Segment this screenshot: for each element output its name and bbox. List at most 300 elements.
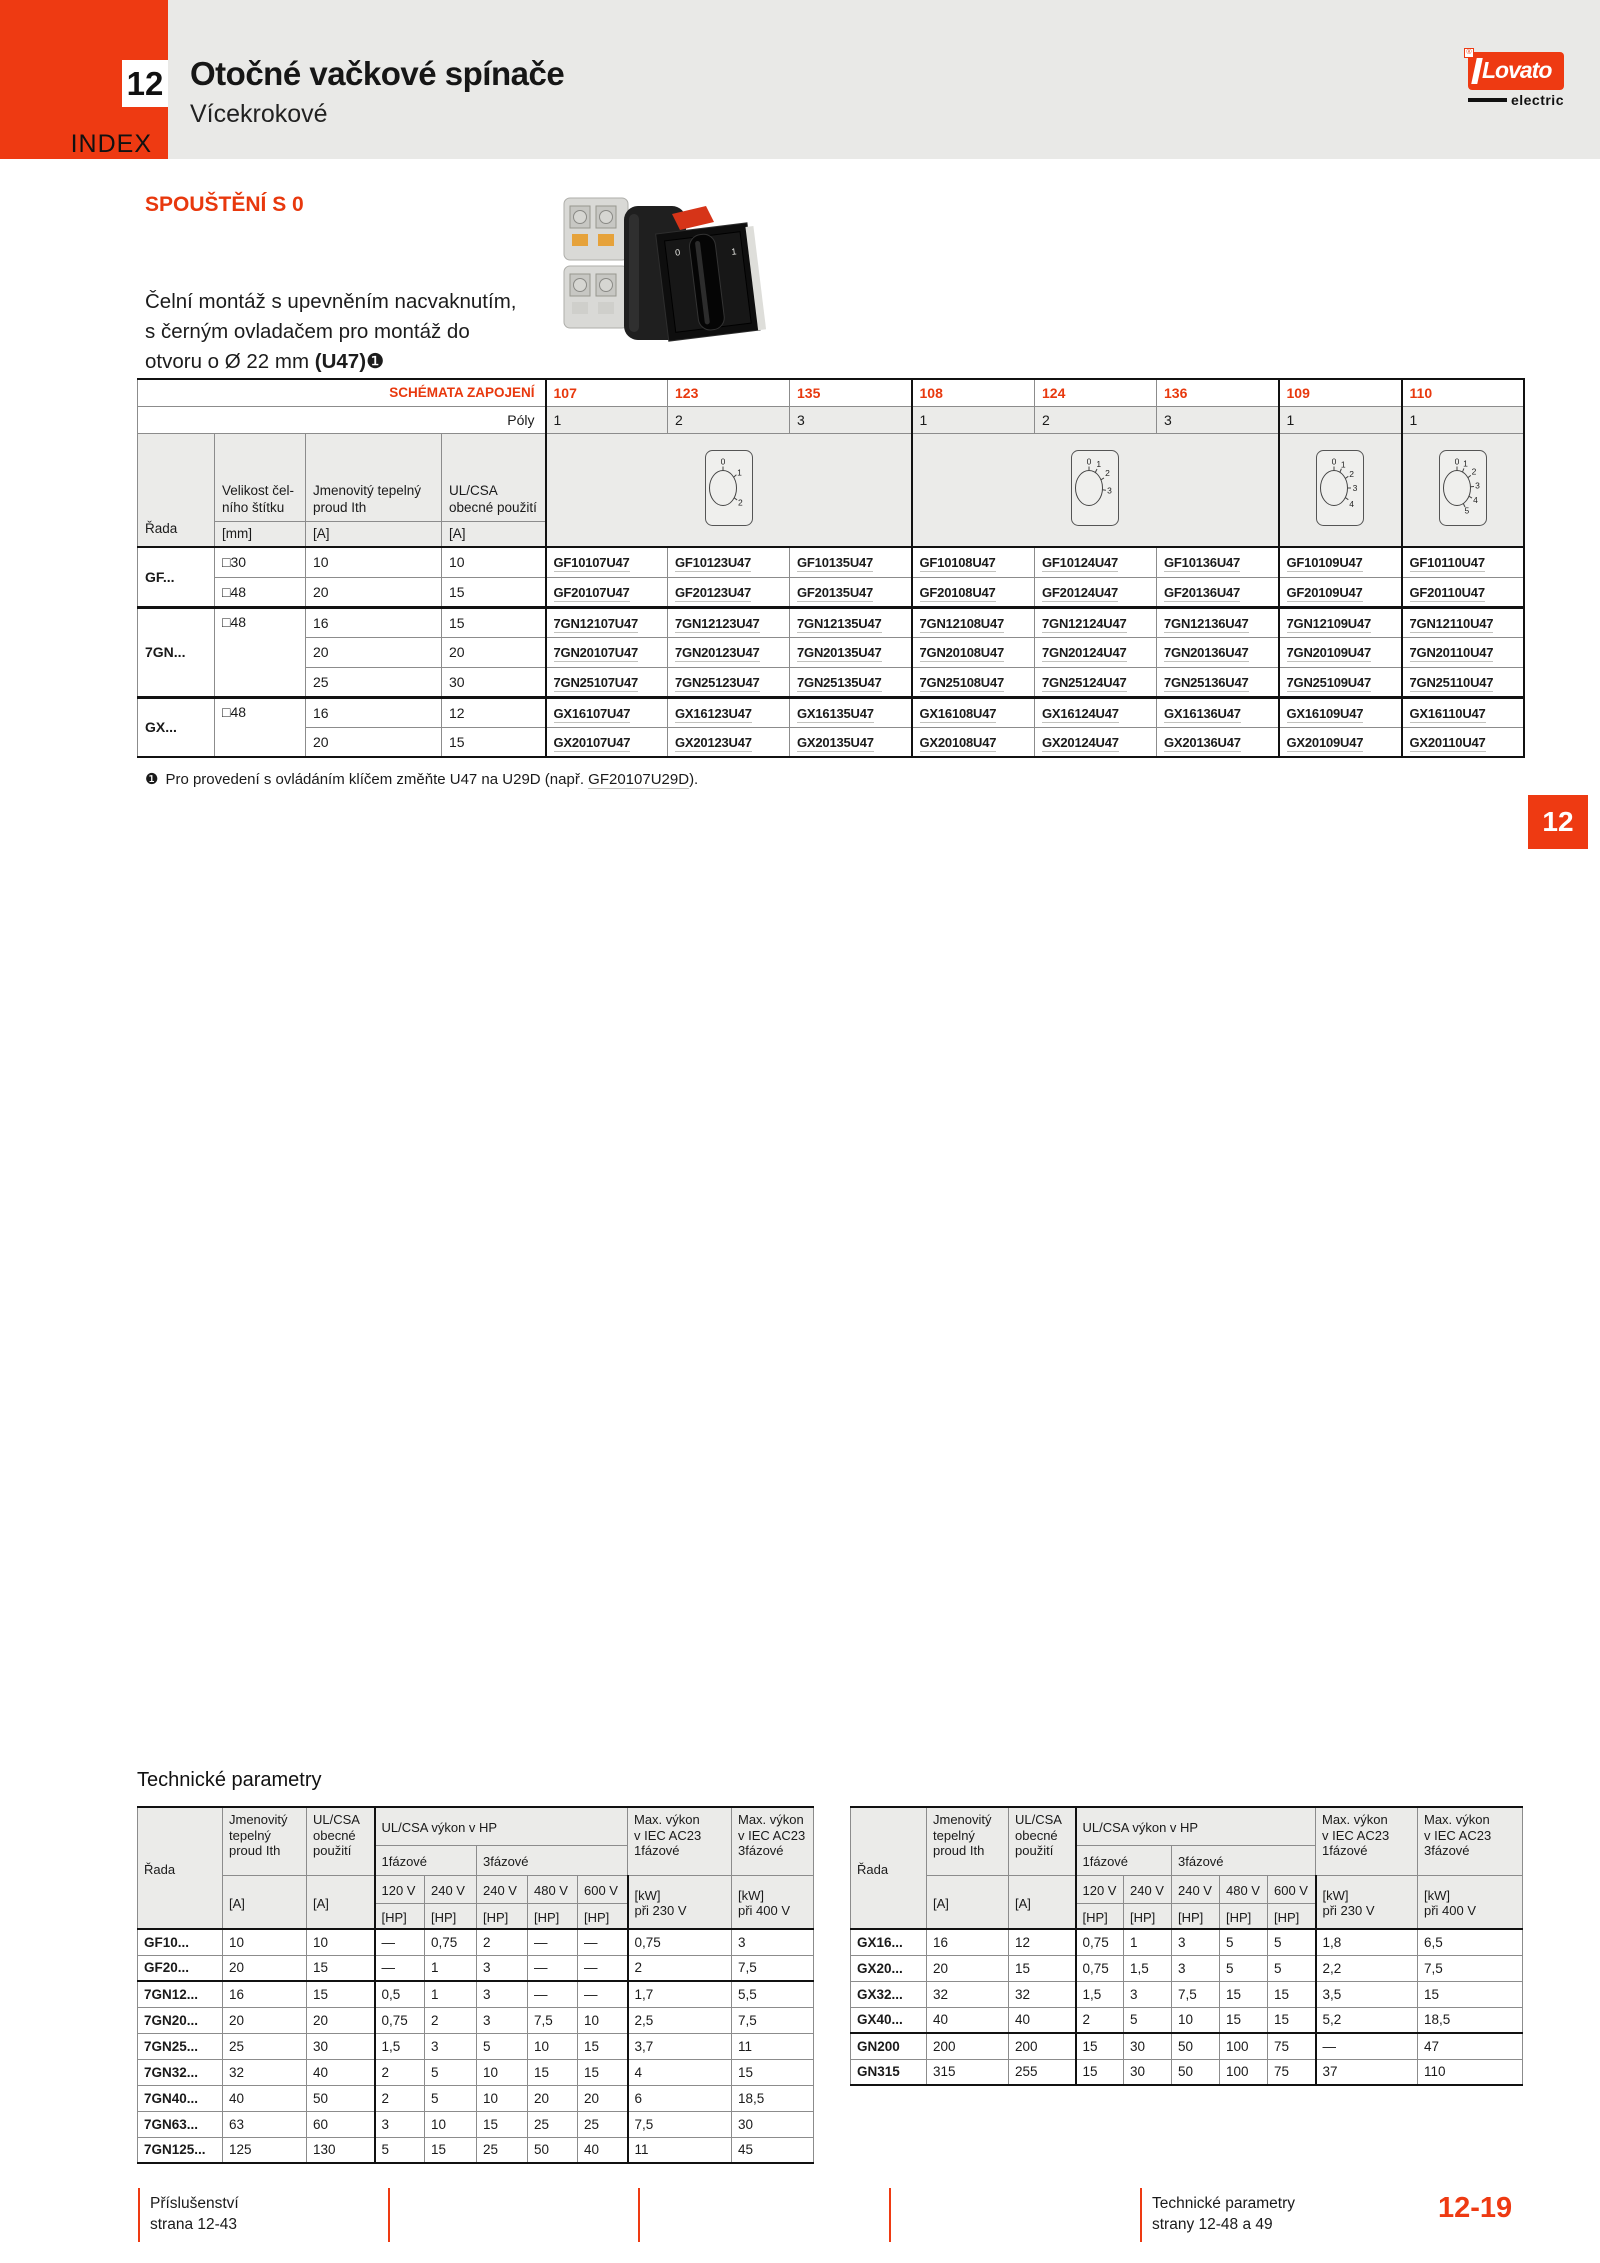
value-cell: 1 (425, 1955, 477, 1981)
value-cell: 63 (223, 2111, 307, 2137)
header-line: UL/CSA (449, 482, 498, 498)
part-number-link[interactable]: 7GN12124U47 (1042, 615, 1127, 631)
part-number-link[interactable]: GX16109U47 (1286, 705, 1364, 721)
series-label: 7GN32... (138, 2059, 223, 2085)
unit-hp: [HP] (528, 1903, 578, 1929)
part-cell (1157, 667, 1279, 697)
description-line-3 (145, 347, 516, 377)
part-cell (1035, 727, 1157, 757)
value-cell: 15 (528, 2059, 578, 2085)
current-cell: 16 (306, 607, 442, 637)
col-header-thermal-current (306, 433, 442, 521)
part-number-link[interactable]: GX16124U47 (1042, 705, 1119, 721)
value-cell: 5 (1268, 1929, 1316, 1955)
part-number-link[interactable]: 7GN12108U47 (919, 615, 1005, 631)
part-cell (668, 667, 790, 697)
part-number-link[interactable]: 7GN25107U47 (553, 674, 639, 690)
current-cell: 20 (306, 727, 442, 757)
svg-text:5: 5 (1464, 505, 1469, 516)
part-number-link[interactable]: 7GN20109U47 (1286, 645, 1372, 660)
part-number-link[interactable]: 7GN20108U47 (919, 645, 1005, 660)
part-number-link[interactable]: GF10136U47 (1164, 555, 1241, 571)
value-cell: 1,5 (1076, 1981, 1124, 2007)
part-cell (546, 547, 668, 577)
header-line: ního štítku (222, 499, 285, 515)
part-cell (1279, 667, 1402, 697)
part-cell (790, 637, 912, 667)
value-cell: 15 (1418, 1981, 1523, 2007)
part-number-link[interactable]: 7GN20107U47 (553, 645, 639, 660)
series-label: GX20... (851, 1955, 927, 1981)
part-number-link[interactable]: 7GN12109U47 (1286, 615, 1372, 631)
part-number-link[interactable]: 7GN12123U47 (675, 615, 760, 631)
value-cell: 2,5 (628, 2007, 732, 2033)
selection-table (137, 378, 1525, 758)
value-cell: 50 (1172, 2033, 1220, 2059)
ulcsa-cell: 12 (442, 697, 546, 727)
plate-size-cell: □30 (215, 547, 306, 577)
header-line: proud Ith (313, 499, 367, 515)
col-header-hp-group: UL/CSA výkon v HP (1076, 1807, 1316, 1845)
value-cell: 15 (307, 1955, 375, 1981)
value-cell: 7,5 (1172, 1981, 1220, 2007)
part-number-link[interactable]: 7GN25108U47 (919, 674, 1005, 690)
part-number-link[interactable]: 7GN12110U47 (1409, 615, 1494, 631)
part-cell (668, 637, 790, 667)
value-cell: 5 (1124, 2007, 1172, 2033)
value-cell: 15 (425, 2137, 477, 2163)
value-cell: 75 (1268, 2033, 1316, 2059)
part-cell (1402, 547, 1524, 577)
part-cell (1279, 607, 1402, 637)
value-cell: 5 (425, 2059, 477, 2085)
description-line-3-text: otvoru o Ø 22 mm (145, 350, 315, 373)
part-cell (790, 577, 912, 607)
svg-text:1: 1 (736, 467, 742, 478)
footnote-marker-icon: ❶ (145, 771, 159, 788)
poles-value: 3 (1157, 406, 1279, 433)
part-cell (546, 637, 668, 667)
current-cell: 25 (306, 667, 442, 697)
plate-size-cell: □48 (215, 607, 306, 697)
schema-number: 136 (1157, 379, 1279, 406)
value-cell: 10 (528, 2033, 578, 2059)
product-photo (556, 178, 771, 370)
part-cell (912, 607, 1035, 637)
part-cell (790, 667, 912, 697)
value-cell: 11 (732, 2033, 814, 2059)
value-cell: 10 (425, 2111, 477, 2137)
header-line: obecné použití (449, 499, 537, 515)
part-number-link[interactable]: GX20136U47 (1164, 734, 1241, 750)
col-header-1phase: 1fázové (375, 1845, 477, 1875)
part-number-link[interactable]: GF20110U47 (1409, 584, 1485, 600)
footer-divider (388, 2188, 390, 2242)
value-cell: 60 (307, 2111, 375, 2137)
svg-text:2: 2 (1471, 466, 1476, 477)
part-number-link[interactable]: GX20108U47 (919, 734, 997, 750)
schema-number: 110 (1402, 379, 1524, 406)
part-cell (1279, 697, 1402, 727)
series-label: GX16... (851, 1929, 927, 1955)
schema-number: 107 (546, 379, 668, 406)
value-cell: 2 (628, 1955, 732, 1981)
part-number-link[interactable]: GF20135U47 (797, 584, 874, 600)
voltage-header: 120 V (375, 1875, 425, 1903)
value-cell: 15 (578, 2033, 628, 2059)
part-number-link[interactable]: GX16136U47 (1164, 705, 1241, 721)
value-cell: 200 (927, 2033, 1009, 2059)
value-cell: 15 (1076, 2059, 1124, 2085)
voltage-header: 600 V (578, 1875, 628, 1903)
value-cell: 75 (1268, 2059, 1316, 2085)
value-cell: 1 (1124, 1929, 1172, 1955)
value-cell: 10 (578, 2007, 628, 2033)
value-cell: 6,5 (1418, 1929, 1523, 1955)
part-cell (668, 577, 790, 607)
part-cell (1157, 637, 1279, 667)
mount-code: (U47) (314, 350, 367, 373)
unit-a: [A] (927, 1875, 1009, 1929)
unit-a: [A] (307, 1875, 375, 1929)
schema-number: 123 (668, 379, 790, 406)
footnote (145, 770, 698, 788)
value-cell: 15 (1009, 1955, 1076, 1981)
svg-text:1: 1 (730, 246, 737, 257)
part-cell (1035, 607, 1157, 637)
col-header-ulcsa: UL/CSA obecné použití (307, 1807, 375, 1875)
poles-value: 1 (912, 406, 1035, 433)
value-cell: 3 (1124, 1981, 1172, 2007)
part-number-link[interactable]: GX16123U47 (675, 705, 752, 721)
position-diagram-5pos (1279, 433, 1402, 547)
part-cell (1279, 547, 1402, 577)
value-cell: 18,5 (1418, 2007, 1523, 2033)
footnote-text: Pro provedení s ovládáním klíčem změňte U47 na U29D (např. (165, 771, 589, 788)
part-number-link[interactable]: GF20109U47 (1286, 584, 1363, 600)
part-number-link[interactable]: GF20107U47 (553, 584, 630, 600)
value-cell: 110 (1418, 2059, 1523, 2085)
value-cell: 7,5 (528, 2007, 578, 2033)
value-cell: 3 (732, 1929, 814, 1955)
svg-text:2: 2 (1349, 469, 1354, 480)
col-header-series: Řada (138, 433, 215, 547)
part-cell (912, 547, 1035, 577)
part-number-link[interactable]: GX16110U47 (1409, 705, 1486, 721)
value-cell: 15 (1220, 2007, 1268, 2033)
col-header-series: Řada (851, 1807, 927, 1929)
part-number-link[interactable]: 7GN25109U47 (1286, 674, 1372, 690)
page-subtitle: Vícekrokové (190, 100, 328, 128)
position-diagram-4pos (912, 433, 1279, 547)
col-header-hp-group: UL/CSA výkon v HP (375, 1807, 628, 1845)
value-cell: 0,5 (375, 1981, 425, 2007)
unit-hp: [HP] (375, 1903, 425, 1929)
value-cell: 100 (1220, 2059, 1268, 2085)
part-number-link[interactable]: 7GN20136U47 (1164, 645, 1249, 660)
value-cell: 15 (477, 2111, 528, 2137)
value-cell: 40 (927, 2007, 1009, 2033)
unit-hp: [HP] (477, 1903, 528, 1929)
value-cell: — (578, 1929, 628, 1955)
part-cell (668, 727, 790, 757)
value-cell: — (375, 1955, 425, 1981)
value-cell: 3,7 (628, 2033, 732, 2059)
svg-text:4: 4 (1472, 495, 1478, 506)
part-cell (546, 667, 668, 697)
value-cell: 40 (578, 2137, 628, 2163)
value-cell: 315 (927, 2059, 1009, 2085)
value-cell: 7,5 (732, 1955, 814, 1981)
part-number-link[interactable]: 7GN12136U47 (1164, 615, 1249, 631)
value-cell: 30 (307, 2033, 375, 2059)
footer-techparams (1152, 2193, 1295, 2235)
part-number-link[interactable]: GX16108U47 (919, 705, 997, 721)
value-cell: — (1316, 2033, 1418, 2059)
voltage-header: 480 V (528, 1875, 578, 1903)
part-number-link[interactable]: GF10110U47 (1409, 555, 1485, 571)
footer-divider (638, 2188, 640, 2242)
value-cell: 50 (307, 2085, 375, 2111)
part-number-link[interactable]: GF10107U47 (553, 555, 630, 571)
voltage-header: 240 V (425, 1875, 477, 1903)
footer-techparams-line1: Technické parametry (1152, 2195, 1296, 2212)
value-cell: 16 (223, 1981, 307, 2007)
value-cell: 0,75 (425, 1929, 477, 1955)
poles-label: Póly (138, 406, 546, 433)
value-cell: 15 (1268, 2007, 1316, 2033)
part-cell (912, 697, 1035, 727)
footer-accessories-line2[interactable]: strana 12-43 (150, 2216, 238, 2233)
series-label: GX... (138, 697, 215, 757)
value-cell: 5 (1268, 1955, 1316, 1981)
series-label: GF10... (138, 1929, 223, 1955)
value-cell: 0,75 (375, 2007, 425, 2033)
footer-accessories-line1: Příslušenství (150, 2195, 239, 2212)
svg-text:1: 1 (1462, 458, 1468, 469)
part-number-link[interactable]: GX20124U47 (1042, 734, 1119, 750)
part-cell (790, 607, 912, 637)
series-label: 7GN20... (138, 2007, 223, 2033)
col-header-3phase: 3fázové (477, 1845, 628, 1875)
svg-text:3: 3 (1474, 480, 1480, 491)
voltage-header: 480 V (1220, 1875, 1268, 1903)
svg-text:0: 0 (1086, 456, 1092, 467)
part-cell (1157, 697, 1279, 727)
logo-brand-text: Lovato (1482, 57, 1552, 83)
col-header-thermal-current: Jmenovitý tepelný proud Ith (223, 1807, 307, 1875)
logo-underline-bar (1468, 98, 1507, 102)
value-cell: 15 (1076, 2033, 1124, 2059)
series-label: GN200 (851, 2033, 927, 2059)
value-cell: 1 (425, 1981, 477, 2007)
value-cell: 45 (732, 2137, 814, 2163)
part-number-link[interactable]: GF10108U47 (919, 555, 996, 571)
value-cell: 47 (1418, 2033, 1523, 2059)
value-cell: 40 (223, 2085, 307, 2111)
part-number-link[interactable]: GX20107U47 (553, 734, 631, 750)
value-cell: 30 (1124, 2059, 1172, 2085)
part-number-link[interactable]: GF10124U47 (1042, 555, 1119, 571)
value-cell: 25 (223, 2033, 307, 2059)
col-header-max-3ph: Max. výkon v IEC AC23 3fázové (1418, 1807, 1523, 1875)
part-cell (668, 697, 790, 727)
part-cell (668, 607, 790, 637)
value-cell: 5 (375, 2137, 425, 2163)
poles-value: 1 (1279, 406, 1402, 433)
value-cell: 125 (223, 2137, 307, 2163)
part-number-link[interactable]: 7GN20110U47 (1409, 645, 1494, 660)
current-cell: 20 (306, 637, 442, 667)
registered-mark-icon: ® (1464, 48, 1474, 58)
tech-params-title: Technické parametry (137, 1769, 322, 1791)
value-cell: 25 (578, 2111, 628, 2137)
value-cell: 100 (1220, 2033, 1268, 2059)
schema-number: 135 (790, 379, 912, 406)
voltage-header: 600 V (1268, 1875, 1316, 1903)
part-number-link[interactable]: GX20135U47 (797, 734, 874, 750)
ulcsa-cell: 15 (442, 607, 546, 637)
series-label: 7GN63... (138, 2111, 223, 2137)
svg-text:0: 0 (1331, 456, 1337, 467)
value-cell: — (578, 1981, 628, 2007)
part-number-link[interactable]: GX20123U47 (675, 734, 752, 750)
value-cell: 5 (477, 2033, 528, 2059)
part-cell (790, 697, 912, 727)
value-cell: 2 (375, 2059, 425, 2085)
position-diagram-3pos (546, 433, 912, 547)
part-number-link[interactable]: 7GN12135U47 (797, 615, 882, 631)
part-number-link[interactable]: 7GN20124U47 (1042, 645, 1127, 660)
logo-sub-text: electric (1510, 92, 1564, 108)
series-label: GF... (138, 547, 215, 607)
unit-a: [A] (442, 521, 546, 547)
value-cell: 25 (477, 2137, 528, 2163)
part-number-link[interactable]: GF20123U47 (675, 584, 752, 600)
section-heading: SPOUŠTĚNÍ S 0 (145, 193, 304, 216)
schema-number: 124 (1035, 379, 1157, 406)
value-cell: 1,8 (1316, 1929, 1418, 1955)
part-number-link[interactable]: GX20109U47 (1286, 734, 1364, 750)
part-cell (912, 727, 1035, 757)
part-cell (1157, 727, 1279, 757)
svg-text:1: 1 (1340, 459, 1346, 470)
schemata-label: SCHÉMATA ZAPOJENÍ (138, 379, 546, 406)
page-number: 12-19 (1438, 2192, 1513, 2224)
value-cell: 15 (1268, 1981, 1316, 2007)
part-cell (790, 547, 912, 577)
part-number-link[interactable]: 7GN25135U47 (797, 674, 882, 690)
part-number-link[interactable]: 7GN25123U47 (675, 674, 760, 690)
voltage-header: 240 V (1172, 1875, 1220, 1903)
unit-kw-400: [kW] při 400 V (732, 1875, 814, 1929)
part-cell (1035, 667, 1157, 697)
value-cell: 3 (375, 2111, 425, 2137)
svg-text:0: 0 (674, 247, 681, 258)
value-cell: 5 (1220, 1929, 1268, 1955)
value-cell: 32 (927, 1981, 1009, 2007)
part-number-link[interactable]: 7GN25136U47 (1164, 674, 1249, 690)
tech-params-table-right (850, 1806, 1523, 2086)
poles-value: 2 (1035, 406, 1157, 433)
part-cell (790, 727, 912, 757)
part-number-link[interactable]: GF10135U47 (797, 555, 874, 571)
footer-divider (889, 2188, 891, 2242)
index-label[interactable]: INDEX (70, 130, 152, 158)
plate-size-cell: □48 (215, 577, 306, 607)
value-cell: 12 (1009, 1929, 1076, 1955)
unit-mm: [mm] (215, 521, 306, 547)
value-cell: 15 (578, 2059, 628, 2085)
col-header-plate-size (215, 433, 306, 521)
value-cell: 11 (628, 2137, 732, 2163)
description-line-1: Čelní montáž s upevněním nacvaknutím, (145, 290, 517, 313)
col-header-max-1ph: Max. výkon v IEC AC23 1fázové (628, 1807, 732, 1875)
poles-value: 2 (668, 406, 790, 433)
part-cell (546, 697, 668, 727)
part-number-link[interactable]: GX16135U47 (797, 705, 874, 721)
part-cell (1279, 637, 1402, 667)
series-label: GN315 (851, 2059, 927, 2085)
part-number-link[interactable]: 7GN25110U47 (1409, 674, 1494, 690)
value-cell: 32 (223, 2059, 307, 2085)
part-cell (546, 607, 668, 637)
svg-text:2: 2 (737, 497, 743, 508)
value-cell: 2 (375, 2085, 425, 2111)
value-cell: 20 (223, 1955, 307, 1981)
series-label: 7GN25... (138, 2033, 223, 2059)
header-line: Velikost čel- (222, 482, 295, 498)
footer-techparams-line2[interactable]: strany 12-48 a 49 (1152, 2216, 1273, 2233)
part-number-link[interactable]: 7GN20123U47 (675, 645, 760, 660)
part-cell (1279, 727, 1402, 757)
footnote-part-link[interactable]: GF20107U29D (588, 771, 690, 788)
svg-text:3: 3 (1352, 483, 1358, 494)
part-number-link[interactable]: GX16107U47 (553, 705, 631, 721)
svg-text:4: 4 (1349, 499, 1354, 510)
part-cell (1402, 607, 1524, 637)
unit-hp: [HP] (1268, 1903, 1316, 1929)
ulcsa-cell: 20 (442, 637, 546, 667)
part-number-link[interactable]: GX20110U47 (1409, 734, 1486, 750)
series-label: 7GN12... (138, 1981, 223, 2007)
part-cell (1157, 547, 1279, 577)
value-cell: 3 (425, 2033, 477, 2059)
part-number-link[interactable]: 7GN20135U47 (797, 645, 882, 660)
poles-value: 1 (546, 406, 668, 433)
value-cell: 2,2 (1316, 1955, 1418, 1981)
col-header-max-3ph: Max. výkon v IEC AC23 3fázové (732, 1807, 814, 1875)
value-cell: 10 (1172, 2007, 1220, 2033)
part-number-link[interactable]: 7GN12107U47 (553, 615, 639, 631)
part-number-link[interactable]: 7GN25124U47 (1042, 674, 1127, 690)
part-number-link[interactable]: GF10123U47 (675, 555, 752, 571)
current-cell: 20 (306, 577, 442, 607)
part-cell (546, 727, 668, 757)
series-label: 7GN40... (138, 2085, 223, 2111)
part-number-link[interactable]: GF20136U47 (1164, 584, 1241, 600)
part-cell (1157, 607, 1279, 637)
part-number-link[interactable]: GF20124U47 (1042, 584, 1119, 600)
unit-hp: [HP] (1076, 1903, 1124, 1929)
part-number-link[interactable]: GF10109U47 (1286, 555, 1363, 571)
value-cell: 0,75 (1076, 1955, 1124, 1981)
voltage-header: 240 V (477, 1875, 528, 1903)
part-number-link[interactable]: GF20108U47 (919, 584, 996, 600)
current-cell: 16 (306, 697, 442, 727)
part-cell (1402, 697, 1524, 727)
col-header-3phase: 3fázové (1172, 1845, 1316, 1875)
